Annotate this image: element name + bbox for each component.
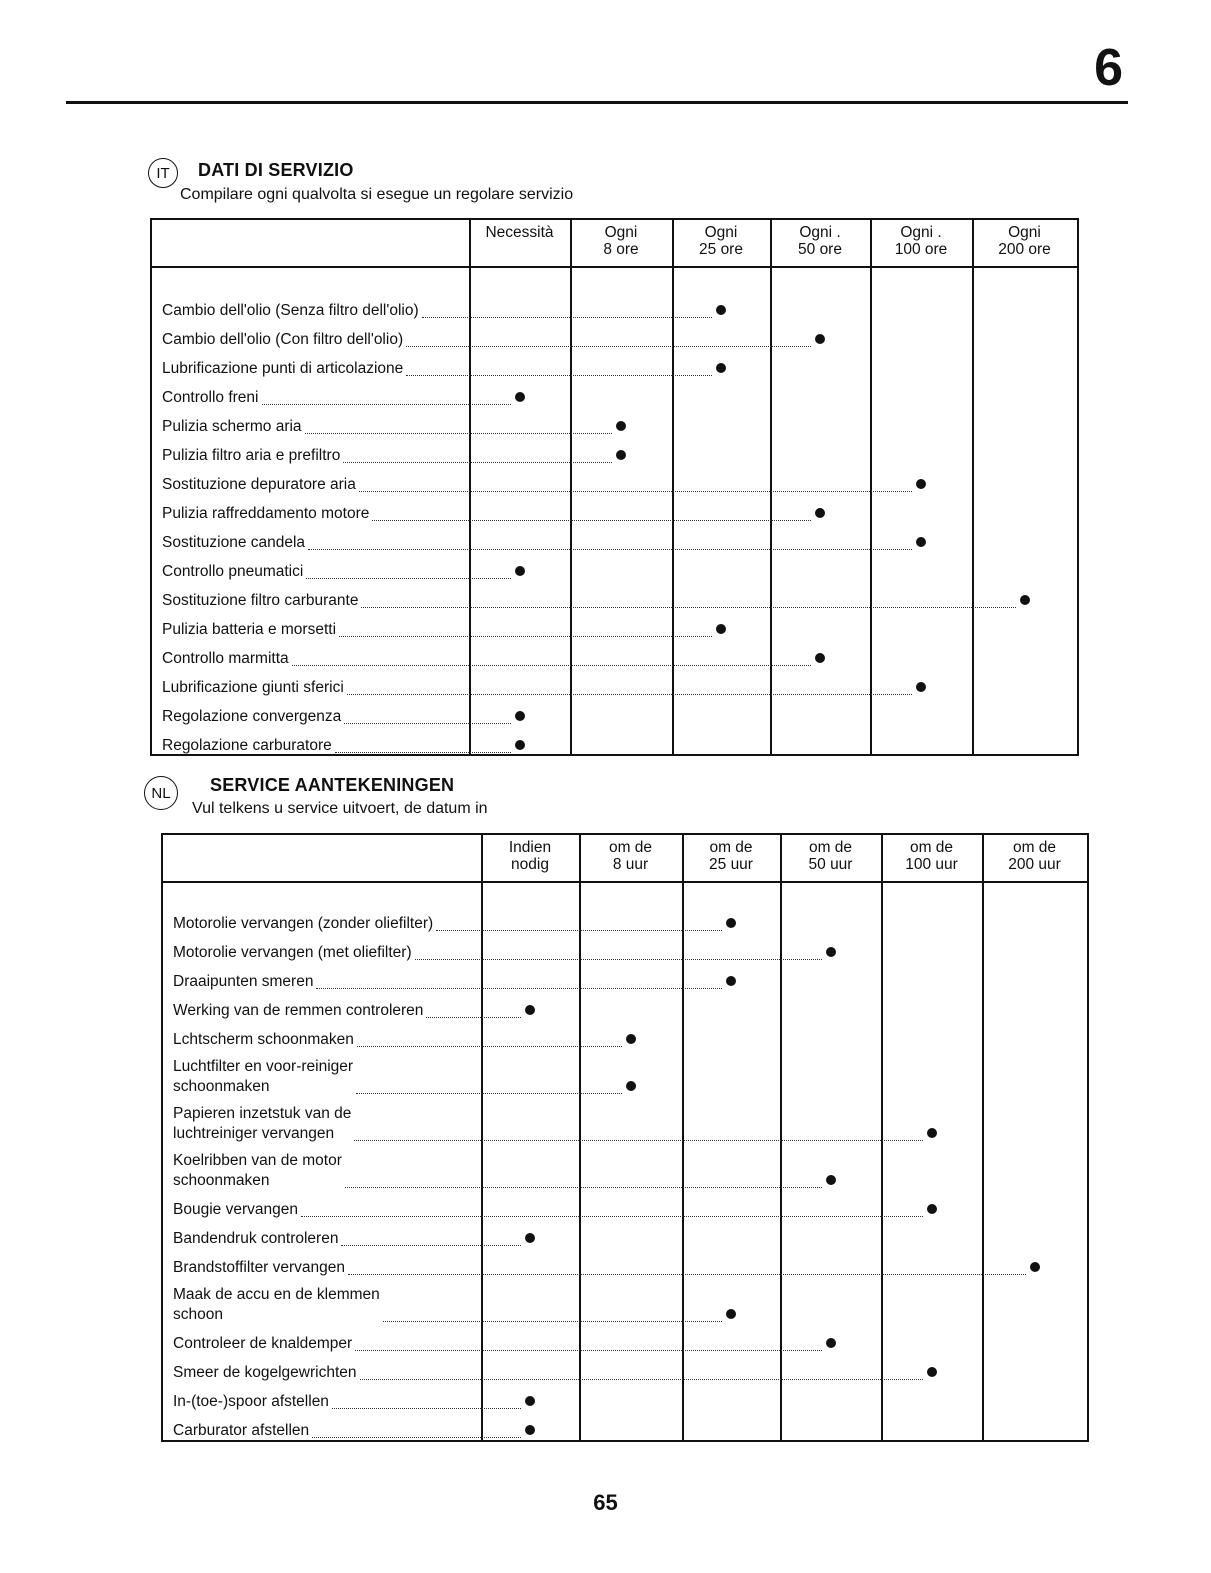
- table-row: [152, 611, 1077, 640]
- dotted-leader: [354, 1140, 922, 1141]
- interval-marker-dot: [716, 305, 726, 315]
- language-badge-nl: NL: [144, 776, 178, 810]
- dotted-leader: [355, 1350, 821, 1351]
- interval-marker-dot: [515, 740, 525, 750]
- interval-marker-dot: [525, 1396, 535, 1406]
- interval-marker-dot: [927, 1128, 937, 1138]
- row-label-line: Pulizia schermo aria: [162, 418, 302, 435]
- column-header-line1: Ogni: [1008, 224, 1041, 241]
- table-row: [152, 582, 1077, 611]
- row-label-line: Pulizia filtro aria e prefiltro: [162, 447, 341, 464]
- row-label-line: Cambio dell'olio (Senza filtro dell'olio): [162, 302, 419, 319]
- header-rule: [66, 101, 1128, 104]
- interval-marker-dot: [616, 421, 626, 431]
- dotted-leader: [406, 346, 811, 347]
- table-row: [163, 1354, 1087, 1383]
- dotted-leader: [343, 462, 612, 463]
- interval-marker-dot: [927, 1204, 937, 1214]
- header-divider: [152, 266, 1077, 268]
- row-label-line: Controleer de knaldemper: [173, 1335, 353, 1352]
- dotted-leader: [308, 549, 912, 550]
- interval-marker-dot: [515, 392, 525, 402]
- table-row: [163, 1144, 1087, 1191]
- row-label: [173, 1200, 298, 1220]
- column-header-line1: Ogni .: [900, 224, 942, 241]
- column-header: [870, 220, 972, 258]
- table-row: [163, 1278, 1087, 1325]
- column-header-line1: om de: [808, 839, 853, 856]
- dotted-leader: [312, 1437, 521, 1438]
- row-label-line: schoonmaken: [173, 1078, 270, 1095]
- row-label-line: schoon: [173, 1306, 223, 1323]
- dotted-leader: [359, 491, 912, 492]
- interval-marker-dot: [515, 711, 525, 721]
- row-label-line: Controllo freni: [162, 389, 259, 406]
- row-label: [162, 388, 259, 408]
- row-label-line: Motorolie vervangen (zonder oliefilter): [173, 915, 434, 932]
- interval-marker-dot: [815, 508, 825, 518]
- row-label-line: Cambio dell'olio (Con filtro dell'olio): [162, 331, 404, 348]
- row-label-line: Brandstoffilter vervangen: [173, 1259, 346, 1276]
- row-label: [173, 1334, 352, 1354]
- table-row: [163, 1220, 1087, 1249]
- dotted-leader: [292, 665, 811, 666]
- row-label: [162, 417, 302, 437]
- row-label-line: Lchtscherm schoonmaken: [173, 1031, 354, 1048]
- dotted-leader: [360, 1379, 923, 1380]
- interval-marker-dot: [716, 363, 726, 373]
- column-header-line1: Necessità: [485, 224, 554, 241]
- row-label: [162, 620, 336, 640]
- row-label: [173, 1104, 351, 1144]
- interval-marker-dot: [626, 1081, 636, 1091]
- column-header-line2: 8 ore: [603, 241, 639, 258]
- interval-marker-dot: [826, 1338, 836, 1348]
- table-row: [163, 1050, 1087, 1097]
- column-header: [682, 835, 780, 873]
- row-label-line: Controllo marmitta: [162, 650, 289, 667]
- row-label-line: Smeer de kogelgewrichten: [173, 1364, 357, 1381]
- row-label-line: Maak de accu en de klemmen: [173, 1286, 380, 1303]
- interval-marker-dot: [716, 624, 726, 634]
- interval-marker-dot: [726, 976, 736, 986]
- dotted-leader: [316, 988, 722, 989]
- interval-marker-dot: [726, 1309, 736, 1319]
- row-label: [173, 1057, 353, 1097]
- column-header-line2: 8 uur: [612, 856, 649, 873]
- row-label-line: Carburator afstellen: [173, 1422, 310, 1439]
- row-label-line: Werking van de remmen controleren: [173, 1002, 424, 1019]
- interval-marker-dot: [916, 479, 926, 489]
- row-label: [173, 1030, 354, 1050]
- table-row: [152, 698, 1077, 727]
- dotted-leader: [305, 433, 612, 434]
- column-header-line1: om de: [709, 839, 753, 856]
- row-label-line: Regolazione convergenza: [162, 708, 342, 725]
- column-header-line2: 50 ore: [798, 241, 842, 258]
- row-label-line: Pulizia raffreddamento motore: [162, 505, 370, 522]
- dotted-leader: [339, 636, 712, 637]
- table-row: [163, 1412, 1087, 1441]
- row-label: [162, 504, 369, 524]
- table-row: [163, 905, 1087, 934]
- table-row: [152, 466, 1077, 495]
- table-row: [152, 379, 1077, 408]
- dotted-leader: [422, 317, 712, 318]
- dotted-leader: [332, 1408, 521, 1409]
- row-label-line: Sostituzione filtro carburante: [162, 592, 359, 609]
- dotted-leader: [341, 1245, 521, 1246]
- column-header-line2: 25 uur: [709, 856, 753, 873]
- row-label-line: Papieren inzetstuk van de: [173, 1105, 352, 1122]
- dotted-leader: [344, 723, 510, 724]
- row-label-line: Bandendruk controleren: [173, 1230, 339, 1247]
- column-header-line1: om de: [608, 839, 653, 856]
- table-row: [163, 1249, 1087, 1278]
- interval-marker-dot: [525, 1005, 535, 1015]
- row-label-line: Lubrificazione giunti sferici: [162, 679, 344, 696]
- row-label: [173, 1421, 309, 1441]
- dotted-leader: [301, 1216, 923, 1217]
- column-header: [982, 835, 1087, 873]
- table-row: [152, 321, 1077, 350]
- interval-marker-dot: [626, 1034, 636, 1044]
- interval-marker-dot: [1030, 1262, 1040, 1272]
- column-header-line1: Ogni: [604, 224, 638, 241]
- interval-marker-dot: [726, 918, 736, 928]
- dotted-leader: [426, 1017, 521, 1018]
- table-row: [163, 1021, 1087, 1050]
- column-header-line2: 200 ore: [998, 241, 1051, 258]
- column-header-line2: nodig: [511, 856, 549, 873]
- column-header: [770, 220, 870, 258]
- column-header: [780, 835, 881, 873]
- table-row: [152, 292, 1077, 321]
- row-label: [162, 736, 332, 756]
- column-header-line1: Ogni: [704, 224, 738, 241]
- page-number: 65: [593, 1490, 618, 1515]
- dotted-leader: [383, 1321, 722, 1322]
- section-title-nl: SERVICE AANTEKENINGEN: [210, 775, 455, 795]
- row-label-line: schoonmaken: [173, 1172, 270, 1189]
- dotted-leader: [348, 1274, 1025, 1275]
- row-label-line: Regolazione carburatore: [162, 737, 332, 754]
- row-label: [173, 972, 313, 992]
- row-label: [173, 943, 412, 963]
- row-label: [173, 1285, 380, 1325]
- column-header-line2: 100 ore: [894, 241, 948, 258]
- interval-marker-dot: [815, 653, 825, 663]
- row-label-line: Draaipunten smeren: [173, 973, 314, 990]
- row-label: [173, 1392, 329, 1412]
- row-label: [173, 1001, 423, 1021]
- table-row: [152, 495, 1077, 524]
- interval-marker-dot: [1020, 595, 1030, 605]
- interval-marker-dot: [525, 1233, 535, 1243]
- language-badge-it: IT: [148, 158, 178, 188]
- column-header-line2: 100 uur: [905, 856, 958, 873]
- row-label-line: Pulizia batteria e morsetti: [162, 621, 337, 638]
- section-subtitle-nl: Vul telkens u service uitvoert, de datum in: [192, 800, 488, 817]
- column-header-line1: om de: [909, 839, 954, 856]
- column-header: [579, 835, 682, 873]
- row-label-line: In-(toe-)spoor afstellen: [173, 1393, 329, 1410]
- dotted-leader: [415, 959, 822, 960]
- row-label: [162, 562, 303, 582]
- dotted-leader: [347, 694, 912, 695]
- row-label: [162, 301, 419, 321]
- interval-marker-dot: [515, 566, 525, 576]
- column-header-line1: Ogni .: [799, 224, 841, 241]
- row-label: [162, 330, 403, 350]
- column-header: [972, 220, 1077, 258]
- section-subtitle-it: Compilare ogni qualvolta si esegue un regolare servizio: [180, 186, 574, 203]
- interval-marker-dot: [616, 450, 626, 460]
- table-row: [163, 1383, 1087, 1412]
- row-label-line: Koelribben van de motor: [173, 1152, 342, 1169]
- section-title-it: DATI DI SERVIZIO: [198, 160, 354, 180]
- column-header: [672, 220, 770, 258]
- table-row: [152, 408, 1077, 437]
- table-row: [152, 669, 1077, 698]
- table-row: [163, 992, 1087, 1021]
- row-label-line: Motorolie vervangen (met oliefilter): [173, 944, 412, 961]
- dotted-leader: [372, 520, 811, 521]
- row-label: [173, 1151, 342, 1191]
- column-header-line1: om de: [1012, 839, 1057, 856]
- interval-marker-dot: [815, 334, 825, 344]
- table-row: [152, 437, 1077, 466]
- header-divider: [163, 881, 1087, 883]
- column-header-line2: 25 ore: [699, 241, 743, 258]
- row-label: [162, 446, 340, 466]
- row-label: [162, 678, 344, 698]
- column-header: [881, 835, 982, 873]
- row-label-line: Sostituzione candela: [162, 534, 306, 551]
- row-label: [173, 1229, 338, 1249]
- dotted-leader: [356, 1093, 621, 1094]
- dotted-leader: [306, 578, 510, 579]
- dotted-leader: [436, 930, 722, 931]
- row-label: [162, 707, 341, 727]
- dotted-leader: [262, 404, 511, 405]
- row-label: [173, 914, 433, 934]
- row-label: [162, 591, 358, 611]
- interval-marker-dot: [826, 1175, 836, 1185]
- table-row: [163, 934, 1087, 963]
- row-label: [162, 533, 305, 553]
- service-table-nl: [161, 833, 1089, 1442]
- row-label: [162, 359, 403, 379]
- interval-marker-dot: [826, 947, 836, 957]
- table-row: [152, 727, 1077, 756]
- column-header: [481, 835, 579, 873]
- table-row: [152, 640, 1077, 669]
- row-label-line: Controllo pneumatici: [162, 563, 304, 580]
- chapter-number: 6: [1094, 39, 1123, 97]
- dotted-leader: [406, 375, 712, 376]
- table-row: [163, 1191, 1087, 1220]
- row-label: [162, 475, 356, 495]
- table-row: [163, 963, 1087, 992]
- dotted-leader: [345, 1187, 822, 1188]
- table-row: [152, 553, 1077, 582]
- column-header: [469, 220, 570, 241]
- column-header-line2: 200 uur: [1008, 856, 1061, 873]
- dotted-leader: [335, 752, 511, 753]
- row-label: [162, 649, 289, 669]
- interval-marker-dot: [525, 1425, 535, 1435]
- interval-marker-dot: [927, 1367, 937, 1377]
- table-row: [163, 1097, 1087, 1144]
- row-label: [173, 1363, 357, 1383]
- column-header-line1: Indien: [508, 839, 552, 856]
- dotted-leader: [361, 607, 1015, 608]
- column-header-line2: 50 uur: [808, 856, 853, 873]
- row-label: [173, 1258, 345, 1278]
- dotted-leader: [357, 1046, 622, 1047]
- table-row: [152, 524, 1077, 553]
- table-row: [152, 350, 1077, 379]
- row-label-line: Bougie vervangen: [173, 1201, 298, 1218]
- row-label-line: Luchtfilter en voor-reiniger: [173, 1058, 354, 1075]
- row-label-line: Lubrificazione punti di articolazione: [162, 360, 404, 377]
- row-label-line: luchtreiniger vervangen: [173, 1125, 335, 1142]
- row-label-line: Sostituzione depuratore aria: [162, 476, 356, 493]
- interval-marker-dot: [916, 537, 926, 547]
- interval-marker-dot: [916, 682, 926, 692]
- table-row: [163, 1325, 1087, 1354]
- service-table-it: [150, 218, 1079, 756]
- column-header: [570, 220, 672, 258]
